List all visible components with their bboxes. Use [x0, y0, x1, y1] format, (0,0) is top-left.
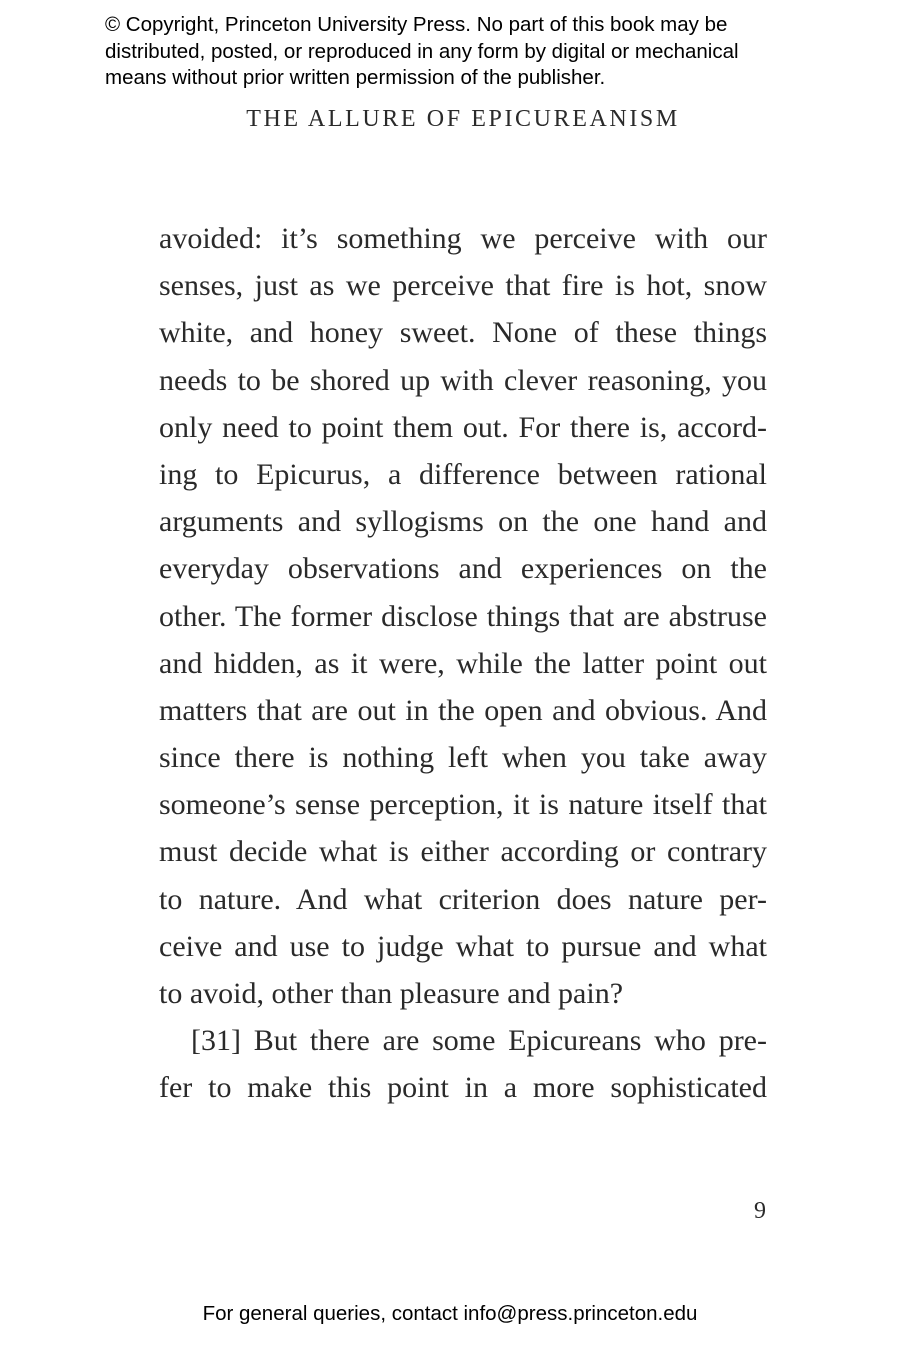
text-line: avoided: it’s something we perceive with our [159, 222, 767, 255]
text-line: ing to Epicurus, a difference between rational [159, 457, 767, 491]
text-line: white, and honey sweet. None of these things [159, 316, 767, 350]
page-number: 9 [754, 1198, 766, 1224]
text-line: ceive and use to judge what to pursue and what [159, 929, 767, 963]
text-line: since there is nothing left when you take away [159, 741, 767, 775]
copyright-line: means without prior written permission of the publisher. [105, 66, 606, 89]
paragraph-end-line: to avoid, other than pleasure and pain? [159, 977, 624, 1010]
text-line: to nature. And what criterion does nature per- [159, 882, 767, 916]
text-line: other. The former disclose things that are abstruse [159, 599, 767, 633]
running-head: THE ALLURE OF EPICUREANISM [246, 106, 680, 132]
text-line: must decide what is either according or contrary [159, 835, 767, 869]
footer-contact: For general queries, contact info@press.princeton.edu [202, 1302, 698, 1325]
copyright-line: © Copyright, Princeton University Press. No part of this book may be [105, 13, 728, 36]
text-line: senses, just as we perceive that fire is hot, snow [159, 269, 767, 303]
body-text [159, 215, 767, 1112]
text-line: everyday observations and experiences on the [159, 552, 767, 586]
copyright-notice [105, 12, 865, 92]
text-line: arguments and syllogisms on the one hand and [159, 505, 767, 539]
paragraph-start-line: [31] But there are some Epicureans who pre- [191, 1024, 767, 1058]
text-line: only need to point them out. For there is, accord- [159, 410, 767, 444]
text-line: someone’s sense perception, it is nature itself that [159, 788, 767, 822]
text-line: and hidden, as it were, while the latter point out [159, 646, 767, 680]
text-line: needs to be shored up with clever reasoning, you [159, 363, 767, 397]
copyright-line: distributed, posted, or reproduced in any form by digital or mechanical [105, 39, 739, 63]
text-line: fer to make this point in a more sophisticated [159, 1071, 767, 1105]
text-line: matters that are out in the open and obvious. And [159, 693, 767, 727]
